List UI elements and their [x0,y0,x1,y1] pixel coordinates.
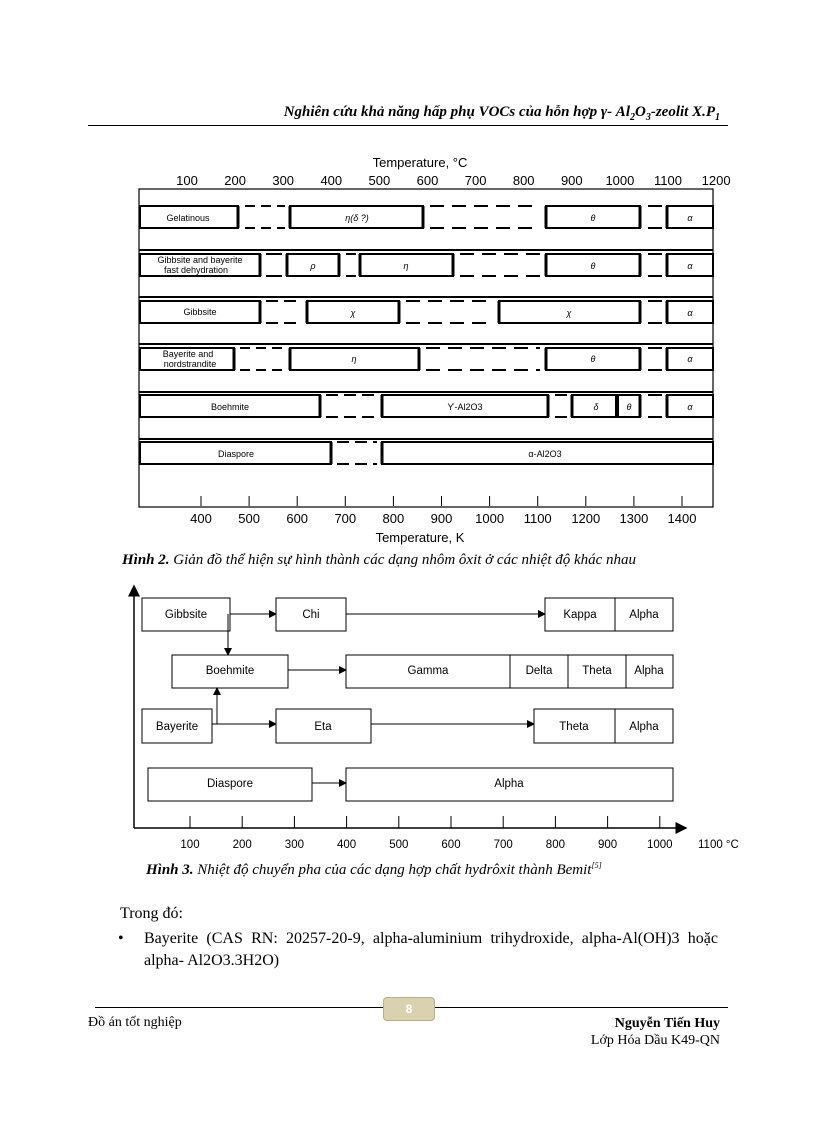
fig3-eta-box [276,709,371,743]
fig3-tick-label: 1000 [647,839,673,851]
svg-text:Alpha: Alpha [634,665,664,677]
fig2-row-diaspore [140,442,713,464]
fig3-gibbsite-box [142,598,230,631]
fig2-bottom-tick-label: 600 [286,511,309,526]
bullet-item: • Bayerite (CAS RN: 20257-20-9, alpha-aluminium trihydroxide, alpha-Al(OH)3 hoặc alpha- Al2O3.3H2O) [118,930,718,969]
fig2-top-tick-label: 100 [176,173,198,188]
fig2-bottom-tick-label: 800 [382,511,405,526]
fig3-tick-label: 500 [389,839,409,851]
page-header-title: Nghiên cứu khả năng hấp phụ VOCs của hỗn hợp γ- $Al_2O_3$-zeolit $X.P_1$ [283,104,720,123]
svg-text:Diaspore: Diaspore [206,778,254,790]
fig3-tick-label: 100 [180,839,200,851]
fig2-bottom-tick-label: 900 [430,511,453,526]
fig3-tick-label: 900 [598,839,618,851]
footer-class: Lớp Hóa Dầu K49-QN [590,1033,720,1048]
fig2-row-boehmite [140,395,713,417]
fig3-gamma-box [346,655,510,688]
svg-text:nordstrandite: nordstrandite [163,359,217,369]
fig3-theta-box-3 [534,709,615,743]
svg-text:Diaspore: Diaspore [217,449,255,459]
svg-text:Gelatinous: Gelatinous [166,213,210,223]
fig3-delta-box [510,655,568,688]
fig2-top-tick-label: 600 [416,173,439,188]
svg-text:θ: θ [590,354,596,364]
fig2-top-tick-label: 300 [272,173,295,188]
fig3-tick-label: 400 [337,839,357,851]
svg-text:Alpha: Alpha [494,778,524,790]
svg-text:Delta: Delta [525,665,553,677]
svg-text:χ: χ [566,308,572,318]
svg-text:θ: θ [590,213,596,223]
fig2-row-gibbsite-bayerite [140,254,713,276]
svg-text:χ: χ [350,308,356,318]
svg-text:Eta: Eta [314,721,332,733]
fig3-diaspore-box [148,768,312,801]
fig3-alpha-box-2 [626,655,673,688]
page-number-badge: 8 [383,997,435,1021]
fig3-chi-box [276,598,346,631]
svg-text:Gamma: Gamma [407,665,449,677]
svg-text:θ: θ [590,261,596,271]
fig2-bottom-axis-label: Temperature, K [375,530,465,545]
fig2-bottom-tick-label: 1100 [523,511,552,526]
bullet-dot-icon: • [118,930,124,947]
svg-text:Boehmite: Boehmite [205,665,255,677]
fig2-bottom-tick-label: 400 [190,511,212,526]
fig3-theta-box-2 [568,655,626,688]
svg-text:Bayerite and: Bayerite and [162,349,214,359]
svg-text:α: α [687,213,693,223]
fig3-alpha-box-1 [615,598,673,631]
svg-text:ϒ-Al2O3: ϒ-Al2O3 [447,402,483,412]
figure-3-caption: Hình 3. Nhiệt độ chuyển pha của các dạng hợp chất hydrôxit thành Bemit[5] [146,861,602,878]
fig2-top-tick-label: 1100 [654,173,682,188]
fig3-tick-label: 800 [545,839,565,851]
fig2-top-axis-label: Temperature, °C [372,155,468,170]
svg-text:Chi: Chi [302,609,320,621]
fig3-boehmite-box [172,655,288,688]
fig2-top-tick-label: 700 [464,173,487,188]
svg-text:Gibbsite: Gibbsite [183,307,217,317]
svg-text:Theta: Theta [582,665,612,677]
fig3-tick-label: 600 [441,839,461,851]
fig3-tick-label: 700 [493,839,513,851]
svg-text:Gibbsite: Gibbsite [164,609,208,621]
fig2-bottom-tick-label: 1400 [667,511,697,526]
figure-2-chart [0,0,816,560]
svg-text:Alpha: Alpha [629,609,659,621]
svg-text:η: η [403,261,409,271]
fig3-tick-label: 300 [284,839,304,851]
svg-text:Gibbsite and bayerite: Gibbsite and bayerite [157,255,243,265]
figure-2-caption: Hình 2. Giản đồ thể hiện sự hình thành các dạng nhôm ôxit ở các nhiệt độ khác nhau [122,552,637,568]
svg-text:δ: δ [593,402,599,412]
fig2-bottom-tick-label: 1000 [475,511,505,526]
svg-text:Boehmite: Boehmite [210,402,250,412]
fig2-top-tick-label: 800 [512,173,535,188]
fig2-row-gelatinous [140,206,713,228]
fig2-top-ticks [176,173,730,188]
svg-text:α: α [687,402,693,412]
svg-text:α: α [687,261,693,271]
fig3-bayerite-box [142,709,212,743]
footer-author: Nguyễn Tiến Huy [614,1016,720,1031]
fig3-alpha-box-3 [615,709,673,743]
fig2-bottom-tick-label: 1200 [571,511,601,526]
fig3-unit: 1100 °C [698,839,739,851]
footer-right [591,1015,720,1049]
figure-3-diagram [0,570,816,860]
fig2-top-tick-label: 1200 [701,173,731,188]
svg-text:α-Al2O3: α-Al2O3 [528,449,562,459]
fig2-bottom-ticks [190,496,696,526]
fig2-top-tick-label: 400 [320,173,343,188]
svg-text:Bayerite: Bayerite [155,721,199,733]
trong-do-label: Trong đó: [120,905,183,922]
fig2-top-tick-label: 900 [560,173,583,188]
svg-text:Theta: Theta [559,721,589,733]
fig2-bottom-tick-label: 500 [238,511,260,526]
svg-text:η(δ ?): η(δ ?) [345,213,369,223]
fig2-top-tick-label: 500 [368,173,391,188]
svg-text:fast dehydration: fast dehydration [163,265,229,275]
footer-left-text: Đồ án tốt nghiệp [88,1015,182,1030]
svg-text:Kappa: Kappa [563,609,597,621]
fig3-alpha-box-4 [346,768,673,801]
svg-text:θ: θ [626,402,632,412]
svg-text:Alpha: Alpha [629,721,659,733]
fig2-bottom-tick-label: 1300 [619,511,649,526]
fig2-row-gibbsite [140,301,713,323]
fig2-top-tick-label: 200 [224,173,246,188]
svg-text:α: α [687,354,693,364]
fig3-tick-label: 200 [232,839,252,851]
svg-text:α: α [687,308,693,318]
fig3-kappa-box [545,598,615,631]
fig3-ticks [180,816,672,851]
fig2-bottom-tick-label: 700 [334,511,357,526]
fig2-top-tick-label: 1000 [605,173,635,188]
svg-text:ρ: ρ [310,261,316,271]
fig2-row-bayerite-nordstrandite [140,348,713,370]
svg-text:η: η [351,354,357,364]
